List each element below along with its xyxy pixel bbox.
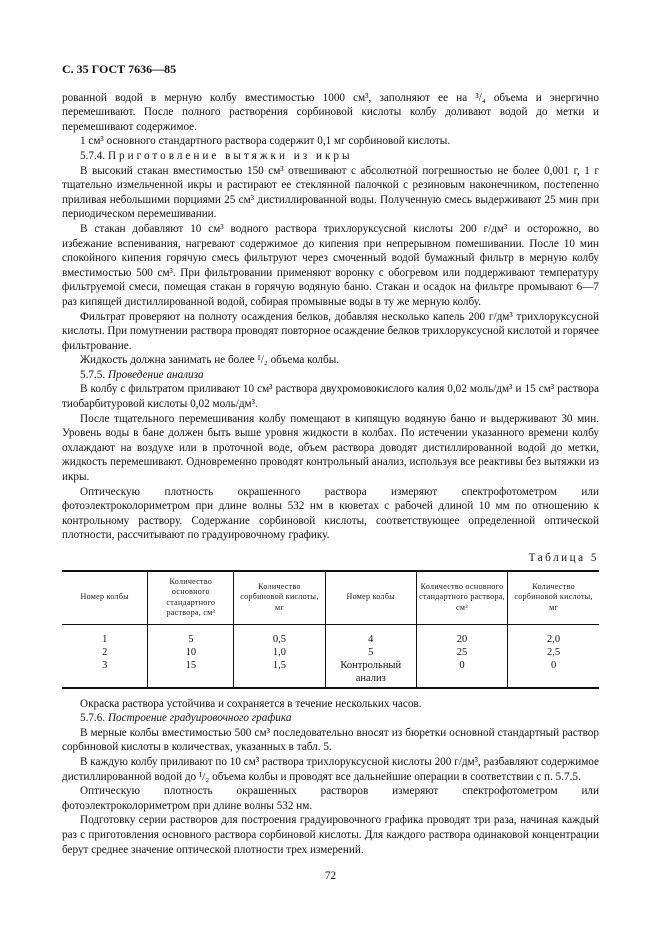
- section-heading-5-7-6: [62, 711, 599, 726]
- table-cell: 0,5: [234, 624, 325, 646]
- column-header: Номер колбы: [325, 571, 416, 625]
- table-cell: 2: [102, 646, 108, 658]
- paragraph: Подготовку серии растворов для построения градуировочного графика проводят три раза, начиная каждый раз с приготовления основного раствора сорбиновой кислоты. Для каждого раствора одинаковой концентрации берут среднее значение оптической плотности трех измерений.: [62, 814, 599, 856]
- paragraph: Оптическую плотность окрашенного раствора измеряют спектрофотометром или фотоэлектроколориметром при длине волны 532 нм в кюветах с рабочей длиной 10 мм по отношению к контрольному раствору. Содержание сорбиновой кислоты, соответствующее определенной оптической плотности, рассчитывают по градуировочному графику.: [62, 485, 599, 542]
- column-header: Количество основного стандартного раствора, см³: [148, 571, 234, 625]
- table-cell: 3: [62, 659, 148, 688]
- table-cell: 5: [148, 624, 234, 646]
- column-header: Количество сорбиновой кислоты, мг: [508, 571, 599, 625]
- paragraph: Фильтрат проверяют на полноту осаждения белков, добавляя несколько капель 200 г/дм³ трихлоруксусной кислоты. При помутнении раствора проводят повторное осаждение белков трихлоруксусной кислотой и горячее фильтрование.: [62, 310, 599, 352]
- table-cell: 20: [416, 624, 507, 646]
- section-title: Построение градуировочного графика: [107, 712, 292, 725]
- table-cell: 4: [325, 624, 416, 646]
- paragraph: В каждую колбу приливают по 10 см³ раствора трихлоруксусной кислоты 200 г/дм³, разбавляют содержимое дистиллированной водой до ¹/₂ объема колбы и проводят все дальнейшие операции в соответствии с п. 5.7.5.: [62, 755, 599, 783]
- table-cell: 1: [102, 633, 108, 645]
- page-header: С. 35 ГОСТ 7636—85: [62, 62, 177, 76]
- table-row: [62, 646, 599, 659]
- table-cell: 15: [148, 659, 234, 688]
- table-cell: 10: [148, 646, 234, 659]
- table-cell: 2,5: [508, 646, 599, 659]
- paragraph: рованной водой в мерную колбу вместимостью 1000 см³, заполняют ее на ³/₄ объема и энергично перемешивают. После полного растворения сорбиновой кислоты колбу доливают водой до метки и перемешивают содержимое.: [62, 91, 599, 133]
- column-header: Количество сорбиновой кислоты, мг: [234, 571, 325, 625]
- section-number: 5.7.5.: [80, 368, 106, 381]
- table-cell: 25: [416, 646, 507, 659]
- table-cell: Контрольный анализ: [325, 659, 416, 688]
- table-cell: 0: [416, 659, 507, 688]
- paragraph: В мерные колбы вместимостью 500 см³ последовательно вносят из бюретки основной стандартный раствор сорбиновой кислоты в количествах, указанных в табл. 5.: [62, 726, 599, 754]
- table-row: [62, 659, 599, 688]
- section-title: Проведение анализа: [107, 368, 204, 381]
- column-header: Количество основного стандартного раствора, см³: [416, 571, 507, 625]
- section-title: Приготовление вытяжки из икры: [107, 149, 353, 162]
- paragraph: Оптическую плотность окрашенных растворов измеряют спектрофотометром или фотоэлектроколориметром при длине волны 532 нм.: [62, 785, 599, 812]
- table-caption: Таблица 5: [528, 552, 599, 564]
- paragraph: Жидкость должна занимать не более ¹/₂ объема колбы.: [80, 354, 340, 367]
- table-cell: 0: [508, 659, 599, 688]
- section-number: 5.7.6.: [80, 712, 106, 725]
- table-row: [62, 624, 599, 646]
- table-cell: 2,0: [508, 624, 599, 646]
- column-header: Номер колбы: [62, 571, 148, 625]
- data-table: [62, 570, 599, 689]
- section-number: 5.7.4.: [80, 149, 106, 162]
- paragraph: После тщательного перемешивания колбу помещают в кипящую водяную баню и выдерживают 30 мин. Уровень воды в бане должен быть выше уровня жидкости в колбах. По истечении указанного времени колбу охлаждают на воздухе или в проточной воде, объем раствора доводят дистиллированной водой до метки, жидкость перемешивают. Одновременно проводят контрольный анализ, используя все реактивы без вытяжки из икры.: [62, 412, 599, 484]
- table-cell: 1,0: [234, 646, 325, 659]
- page-number: 72: [324, 870, 337, 883]
- table-cell: 1,5: [234, 659, 325, 688]
- paragraph: В стакан добавляют 10 см³ водного раствора трихлоруксусной кислоты 200 г/дм³ и осторожно, во избежание вспенивания, нагревают содержимое до кипения при непрерывном помешивании. После 10 мин спокойного кипения горячую смесь фильтруют через смоченный водой бумажный фильтр в мерную колбу вместимостью 500 см³. При фильтровании применяют воронку с обогревом или поддерживают температуру фильтруемой смеси, помещая стакан в горячую водяную баню. Стакан и осадок на фильтре промывают 6—7 раз кипящей дистиллированной водой, собирая промывные воды в ту же мерную колбу.: [62, 222, 599, 308]
- table-header-row: [62, 571, 599, 625]
- section-heading-5-7-5: [62, 368, 599, 383]
- paragraph: В колбу с фильтратом приливают 10 см³ раствора двухромовокислого калия 0,02 моль/дм³ и 15 см³ раствора тиобарбитуровой кислоты 0,02 моль/дм³.: [62, 383, 599, 411]
- paragraph: 1 см³ основного стандартного раствора содержит 0,1 мг сорбиновой кислоты.: [80, 135, 451, 148]
- table-cell: 5: [325, 646, 416, 659]
- paragraph: Окраска раствора устойчива и сохраняется в течение нескольких часов.: [80, 697, 422, 710]
- paragraph: В высокий стакан вместимостью 150 см³ отвешивают с абсолютной погрешностью не более 0,001 г, 1 г тщательно измельченной икры и растирают ее стеклянной палочкой с резиновым наконечником, постепенно приливая небольшими порциями 25 см³ дистиллированной воды. Полученную смесь выдерживают 25 мин при периодическом перемешивании.: [62, 164, 599, 221]
- section-heading-5-7-4: [62, 149, 599, 164]
